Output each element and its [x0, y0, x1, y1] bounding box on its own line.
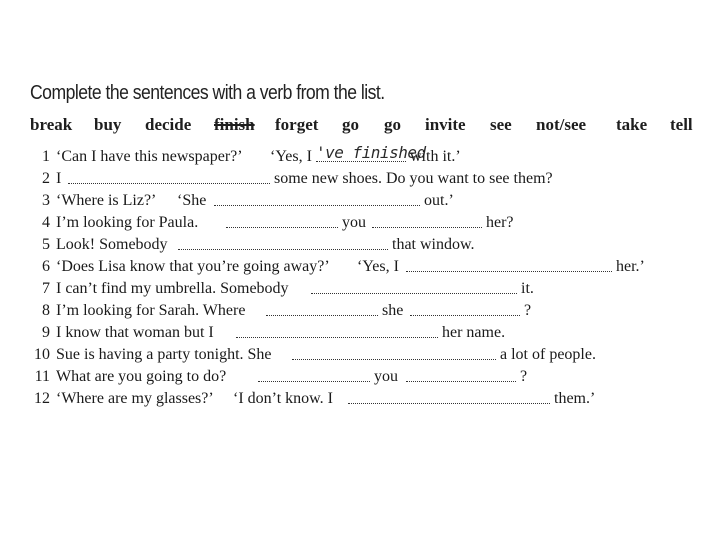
answer-blank[interactable] [410, 315, 520, 316]
answer-blank[interactable] [292, 359, 496, 360]
sentence-text: I can’t find my umbrella. Somebody [56, 280, 289, 297]
item-number: 7 [42, 280, 50, 297]
sentence-1 [0, 146, 720, 168]
verb-break: break [30, 115, 73, 134]
verb-buy: buy [94, 115, 122, 134]
item-number: 3 [42, 192, 50, 209]
sentence-text: ‘Does Lisa know that you’re going away?’ [56, 258, 330, 275]
sentence-text: her? [486, 214, 514, 231]
sentence-text: ‘Where is Liz?’ [56, 192, 157, 209]
answer-blank[interactable] [348, 403, 550, 404]
answer-blank[interactable] [68, 183, 270, 184]
sentence-text: I know that woman but I [56, 324, 214, 341]
sentence-text: ‘Where are my glasses?’ [56, 390, 214, 407]
answer-blank[interactable] [266, 315, 378, 316]
sentence-text: I’m looking for Paula. [56, 214, 199, 231]
sentence-12 [0, 388, 720, 410]
sentence-text: ‘Yes, I [270, 148, 312, 165]
answer-blank[interactable] [258, 381, 370, 382]
sentence-text: her name. [442, 324, 506, 341]
sentence-text: out.’ [424, 192, 454, 209]
sentence-text: that window. [392, 236, 475, 253]
verb-invite: invite [425, 115, 466, 134]
sentence-3 [0, 190, 720, 212]
item-number: 8 [42, 302, 50, 319]
sentence-7 [0, 278, 720, 300]
sentence-text: ? [524, 302, 532, 319]
sentence-5 [0, 234, 720, 256]
answer-blank[interactable] [316, 161, 406, 162]
answer-blank[interactable] [226, 227, 338, 228]
sentence-text: with it.’ [410, 148, 461, 165]
item-number: 1 [42, 148, 50, 165]
sentence-4 [0, 212, 720, 234]
sentence-text: What are you going to do? [56, 368, 227, 385]
sentence-text: some new shoes. Do you want to see them? [274, 170, 553, 187]
sentence-text: her.’ [616, 258, 645, 275]
handwritten-answer: 've finished [316, 143, 426, 162]
sentence-6 [0, 256, 720, 278]
verb-go: go [342, 115, 359, 134]
item-number: 2 [42, 170, 50, 187]
verb-finish-crossed: finish [214, 115, 255, 134]
item-number: 5 [42, 236, 50, 253]
answer-blank[interactable] [214, 205, 420, 206]
sentence-10 [0, 344, 720, 366]
verb-not-see: not/see [536, 115, 587, 134]
sentence-text: Look! Somebody [56, 236, 168, 253]
sentence-9 [0, 322, 720, 344]
answer-blank[interactable] [372, 227, 482, 228]
sentence-text: ? [520, 368, 528, 385]
answer-blank[interactable] [236, 337, 438, 338]
item-number: 9 [42, 324, 50, 341]
verb-decide: decide [145, 115, 192, 134]
sentence-text: you [374, 368, 398, 385]
sentence-text: it. [521, 280, 534, 297]
sentence-text: I [56, 170, 62, 187]
sentence-2 [0, 168, 720, 190]
sentence-text: she [382, 302, 404, 319]
verb-tell: tell [670, 115, 693, 134]
verb-forget: forget [275, 115, 319, 134]
verb-take: take [616, 115, 648, 134]
sentence-text: ‘Yes, I [357, 258, 399, 275]
sentence-text: ‘I don’t know. I [233, 390, 333, 407]
item-number: 11 [34, 368, 50, 385]
sentence-11 [0, 366, 720, 388]
answer-blank[interactable] [406, 381, 516, 382]
sentence-text: ‘Can I have this newspaper?’ [56, 148, 243, 165]
item-number: 4 [42, 214, 50, 231]
verb-go-2: go [384, 115, 401, 134]
sentence-text: you [342, 214, 366, 231]
sentence-text: a lot of people. [500, 346, 596, 363]
exercise-instruction: Complete the sentences with a verb from the list. [30, 82, 385, 104]
answer-blank[interactable] [311, 293, 517, 294]
item-number: 6 [42, 258, 50, 275]
verb-see: see [490, 115, 512, 134]
answer-blank[interactable] [178, 249, 388, 250]
sentence-text: Sue is having a party tonight. She [56, 346, 272, 363]
sentence-text: ‘She [177, 192, 207, 209]
sentence-8 [0, 300, 720, 322]
item-number: 12 [34, 390, 50, 407]
sentence-text: them.’ [554, 390, 596, 407]
sentence-text: I’m looking for Sarah. Where [56, 302, 246, 319]
answer-blank[interactable] [406, 271, 612, 272]
item-number: 10 [34, 346, 50, 363]
